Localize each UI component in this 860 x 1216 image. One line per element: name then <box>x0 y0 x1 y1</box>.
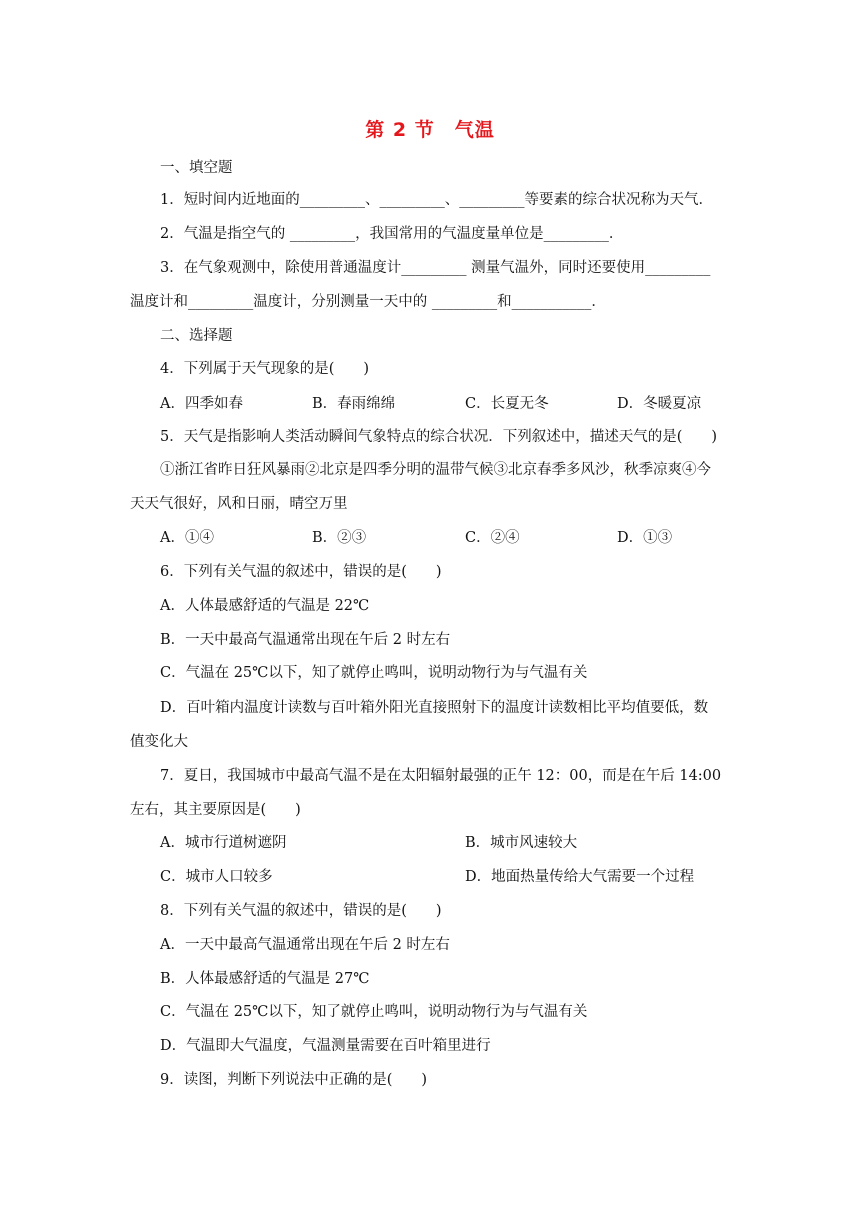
question-2: 2．气温是指空气的 _________，我国常用的气温度量单位是_________． <box>160 226 624 242</box>
question-4-option-c: C．长夏无冬 <box>465 396 549 412</box>
question-8-stem: 8．下列有关气温的叙述中，错误的是( ) <box>160 903 442 919</box>
question-8-option-d: D．气温即大气温度，气温测量需要在百叶箱里进行 <box>160 1038 491 1054</box>
question-6-option-d-line-2: 值变化大 <box>130 734 188 750</box>
question-4-stem: 4．下列属于天气现象的是( ) <box>160 361 370 377</box>
question-7-line-2: 左右，其主要原因是( ) <box>130 802 301 818</box>
question-5-line-1: ①浙江省昨日狂风暴雨②北京是四季分明的温带气候③北京春季多风沙，秋季凉爽④今 <box>160 462 711 478</box>
question-7-option-d: D．地面热量传给大气需要一个过程 <box>465 869 695 885</box>
question-6-option-c: C．气温在 25℃以下，知了就停止鸣叫，说明动物行为与气温有关 <box>160 665 588 681</box>
section-heading-fill-in: 一、填空题 <box>160 160 233 176</box>
question-8-option-b: B．人体最感舒适的气温是 27℃ <box>160 971 370 987</box>
question-6-option-a: A．人体最感舒适的气温是 22℃ <box>160 598 370 614</box>
question-1: 1．短时间内近地面的_________、_________、_________等要素的综合状况称为天气． <box>160 192 713 208</box>
page-title: 第 2 节 气温 <box>365 119 495 141</box>
question-5-option-c: C．②④ <box>465 530 520 546</box>
question-7-option-a: A．城市行道树遮阴 <box>160 835 287 851</box>
question-4-option-a: A．四季如春 <box>160 396 243 412</box>
question-5-option-d: D．①③ <box>617 530 673 546</box>
question-7-option-c: C．城市人口较多 <box>160 869 273 885</box>
question-3-line-1: 3．在气象观测中，除使用普通温度计_________ 测量气温外，同时还要使用_________ <box>160 260 711 276</box>
question-5-option-a: A．①④ <box>160 530 214 546</box>
question-7-option-b: B．城市风速较大 <box>465 835 578 851</box>
question-4-option-b: B．春雨绵绵 <box>312 396 396 412</box>
question-5-stem: 5．天气是指影响人类活动瞬间气象特点的综合状况．下列叙述中，描述天气的是( ) <box>160 429 718 445</box>
question-4-option-d: D．冬暖夏凉 <box>617 396 702 412</box>
question-5-line-2: 天天气很好，风和日丽，晴空万里 <box>130 496 348 512</box>
question-6-option-b: B．一天中最高气温通常出现在午后 2 时左右 <box>160 632 451 648</box>
question-9-stem: 9．读图，判断下列说法中正确的是( ) <box>160 1072 428 1088</box>
question-8-option-a: A．一天中最高气温通常出现在午后 2 时左右 <box>160 937 450 953</box>
section-heading-choice: 二、选择题 <box>160 328 233 344</box>
question-6-stem: 6．下列有关气温的叙述中，错误的是( ) <box>160 564 442 580</box>
question-5-option-b: B．②③ <box>312 530 367 546</box>
question-3-line-2: 温度计和_________温度计，分别测量一天中的 _________和___________． <box>130 294 606 310</box>
question-8-option-c: C．气温在 25℃以下，知了就停止鸣叫，说明动物行为与气温有关 <box>160 1004 588 1020</box>
question-6-option-d-line-1: D．百叶箱内温度计读数与百叶箱外阳光直接照射下的温度计读数相比平均值要低，数 <box>160 700 709 716</box>
question-7-line-1: 7．夏日，我国城市中最高气温不是在太阳辐射最强的正午 12：00，而是在午后 14:00 <box>160 768 722 784</box>
